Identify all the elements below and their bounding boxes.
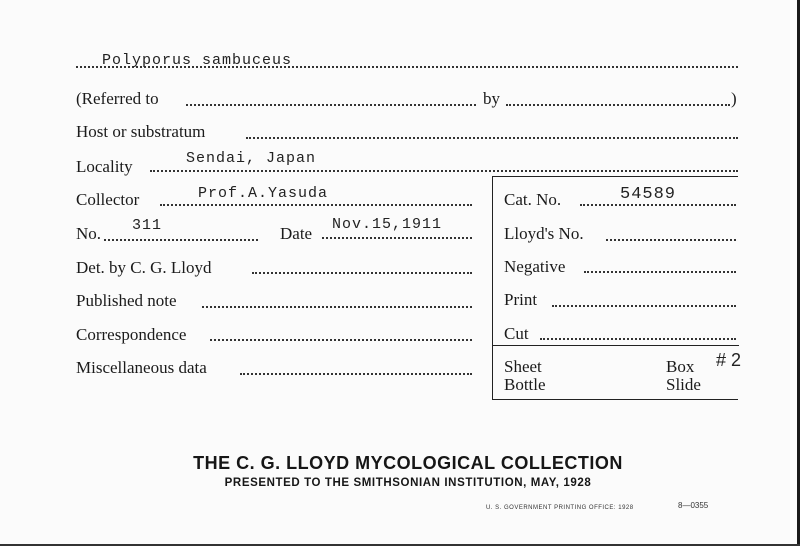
collection-subtitle: PRESENTED TO THE SMITHSONIAN INSTITUTION, MAY, 1928 [224,477,592,489]
locality-label: Locality [76,157,133,176]
printing-office-note: U. S. GOVERNMENT PRINTING OFFICE: 1928 [486,505,634,511]
lloyds-no-line [606,239,736,241]
published-note-label: Published note [76,291,177,310]
bottle-label: Bottle [504,375,546,394]
by-line [506,104,730,106]
misc-data-label: Miscellaneous data [76,358,207,377]
negative-label: Negative [504,257,566,276]
date-label: Date [280,224,313,243]
published-note-line [202,306,472,308]
collector-value: Prof.A.Yasuda [198,185,329,202]
close-paren: ) [731,89,737,108]
collector-line [160,204,472,206]
species-name: Polyporus sambuceus [102,52,293,69]
correspondence-line [210,339,472,341]
box-label: Box [666,357,695,376]
no-value: 311 [132,217,163,234]
misc-data-line [240,373,472,375]
catalog-box-divider [492,345,739,346]
collection-title: THE C. G. LLOYD MYCOLOGICAL COLLECTION [193,453,623,473]
box-number-value: # 2 [716,350,742,370]
locality-line [150,170,738,172]
cat-no-label: Cat. No. [504,190,562,209]
no-label: No. [76,224,102,243]
negative-line [584,271,736,273]
print-label: Print [504,290,538,309]
form-code: 8—0355 [678,501,709,510]
print-line [552,305,736,307]
date-value: Nov.15,1911 [332,216,443,233]
cat-no-line [580,204,736,206]
no-line [104,239,258,241]
cut-line [540,338,736,340]
collector-label: Collector [76,190,140,209]
referred-to-label: (Referred to [76,89,159,108]
correspondence-label: Correspondence [76,325,187,344]
date-line [322,237,472,239]
det-by-label: Det. by C. G. Lloyd [76,258,212,277]
slide-label: Slide [666,375,701,394]
locality-value: Sendai, Japan [186,150,317,167]
host-label: Host or substratum [76,122,206,141]
referred-to-line [186,104,476,106]
lloyds-no-label: Lloyd's No. [504,224,584,243]
cat-no-value: 54589 [620,185,677,204]
host-line [246,137,738,139]
det-by-line [252,272,472,274]
cut-label: Cut [504,324,529,343]
by-label: by [483,89,500,108]
sheet-label: Sheet [504,357,542,376]
